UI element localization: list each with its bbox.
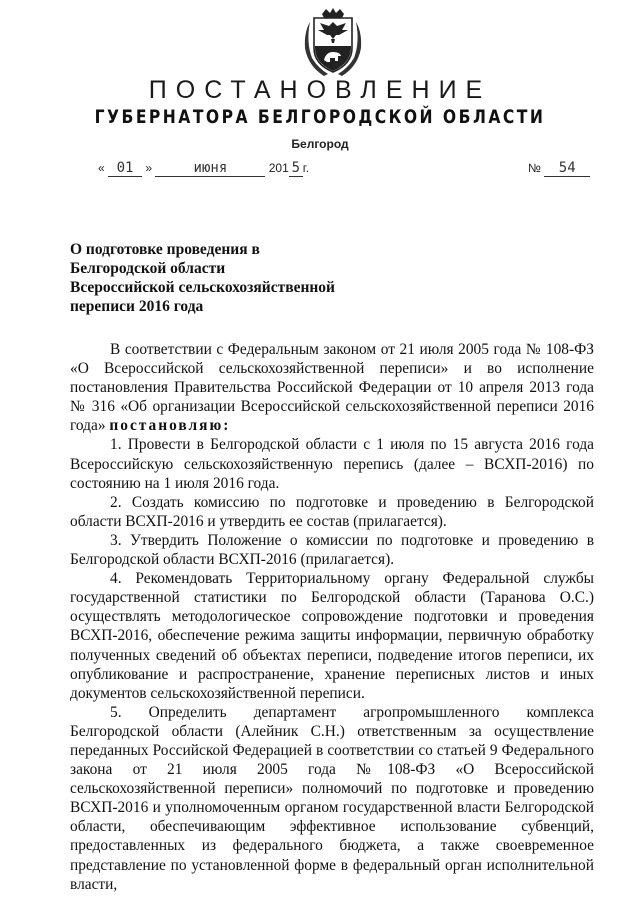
item-paragraph: 5. Определить департамент агропромышленного комплекса Белгородской области (Алейник С.Н.) ответственным за осуществление переданных Российской Федерацией в соответствии со статьей 9 Федерального закона от 21 июля 2005 года №108-ФЗ «О Всероссийской сельскохозяйственной переписи» полномочий по подготовке и проведению ВСХП-2016 и уполномоченным органом государственной власти Белгородской области, обеспечивающим эффективное использование субвенций, предоставленных из федерального бюджета, а также своевременное представление по установленной форме в федеральный орган исполнительной власти,: [70, 703, 594, 893]
date-year-suffix: 5: [289, 160, 303, 177]
preamble-paragraph: [70, 340, 594, 435]
subject-line: переписи 2016 года: [70, 298, 204, 315]
preamble-text: В соответствии с Федеральным законом от 21 июля 2005 года № 108-ФЗ «О Всероссийской сельскохозяйственной переписи» и во исполнение постановления Правительства Российской Федерации от 10 апреля 2013 года № 316 «Об организации Всероссийской сельскохозяйственной переписи 2016 года»: [70, 341, 594, 435]
document-subject: [70, 240, 370, 316]
subject-line: О подготовке проведения в: [70, 241, 260, 258]
date-close-quote: »: [145, 161, 153, 175]
number-value: 54: [544, 160, 590, 177]
subject-line: Белгородской области: [70, 260, 226, 277]
resolve-word: постановляю:: [109, 417, 231, 435]
date-open-quote: «: [98, 161, 105, 175]
date-day: 01: [108, 160, 142, 177]
document-number: [528, 160, 590, 177]
issuer-heading: ГУБЕРНАТОРА БЕЛГОРОДСКОЙ ОБЛАСТИ: [94, 106, 546, 128]
date-year-prefix: 201: [268, 161, 289, 175]
document-date: [98, 160, 309, 177]
belgorod-coat-of-arms-emblem: [300, 8, 366, 78]
date-month: июня: [155, 160, 265, 177]
subject-line: Всероссийской сельскохозяйственной: [70, 279, 335, 296]
item-paragraph: 3. Утвердить Положение о комиссии по подготовке и проведению в Белгородской области ВСХП-2016 (прилагается).: [70, 531, 594, 569]
number-label: №: [528, 161, 541, 175]
city-name: Белгород: [291, 137, 349, 151]
item-paragraph: 2. Создать комиссию по подготовке и проведению в Белгородской области ВСХП-2016 и утвердить ее состав (прилагается).: [70, 493, 594, 530]
item-paragraph: 4. Рекомендовать Территориальному органу Федеральной службы государственной статистики по Белгородской области (Таранова О.С.) осуществлять методологическое сопровождение подготовки и проведения ВСХП-2016, обеспечение режима защиты информации, первичную обработку полученных сведений об объектах переписи, подведение итогов переписи, их опубликование и распространение, хранение переписных листов и иных документов сельскохозяйственной переписи.: [70, 570, 594, 702]
document-body: [70, 340, 594, 894]
item-paragraph: 1. Провести в Белгородской области с 1 июля по 15 августа 2016 года Всероссийскую сельскохозяйственную перепись (далее – ВСХП-2016) по состоянию на 1 июля 2016 года.: [70, 436, 594, 492]
date-year-end: г.: [302, 161, 310, 175]
document-type-heading: ПОСТАНОВЛЕНИЕ: [148, 76, 492, 104]
